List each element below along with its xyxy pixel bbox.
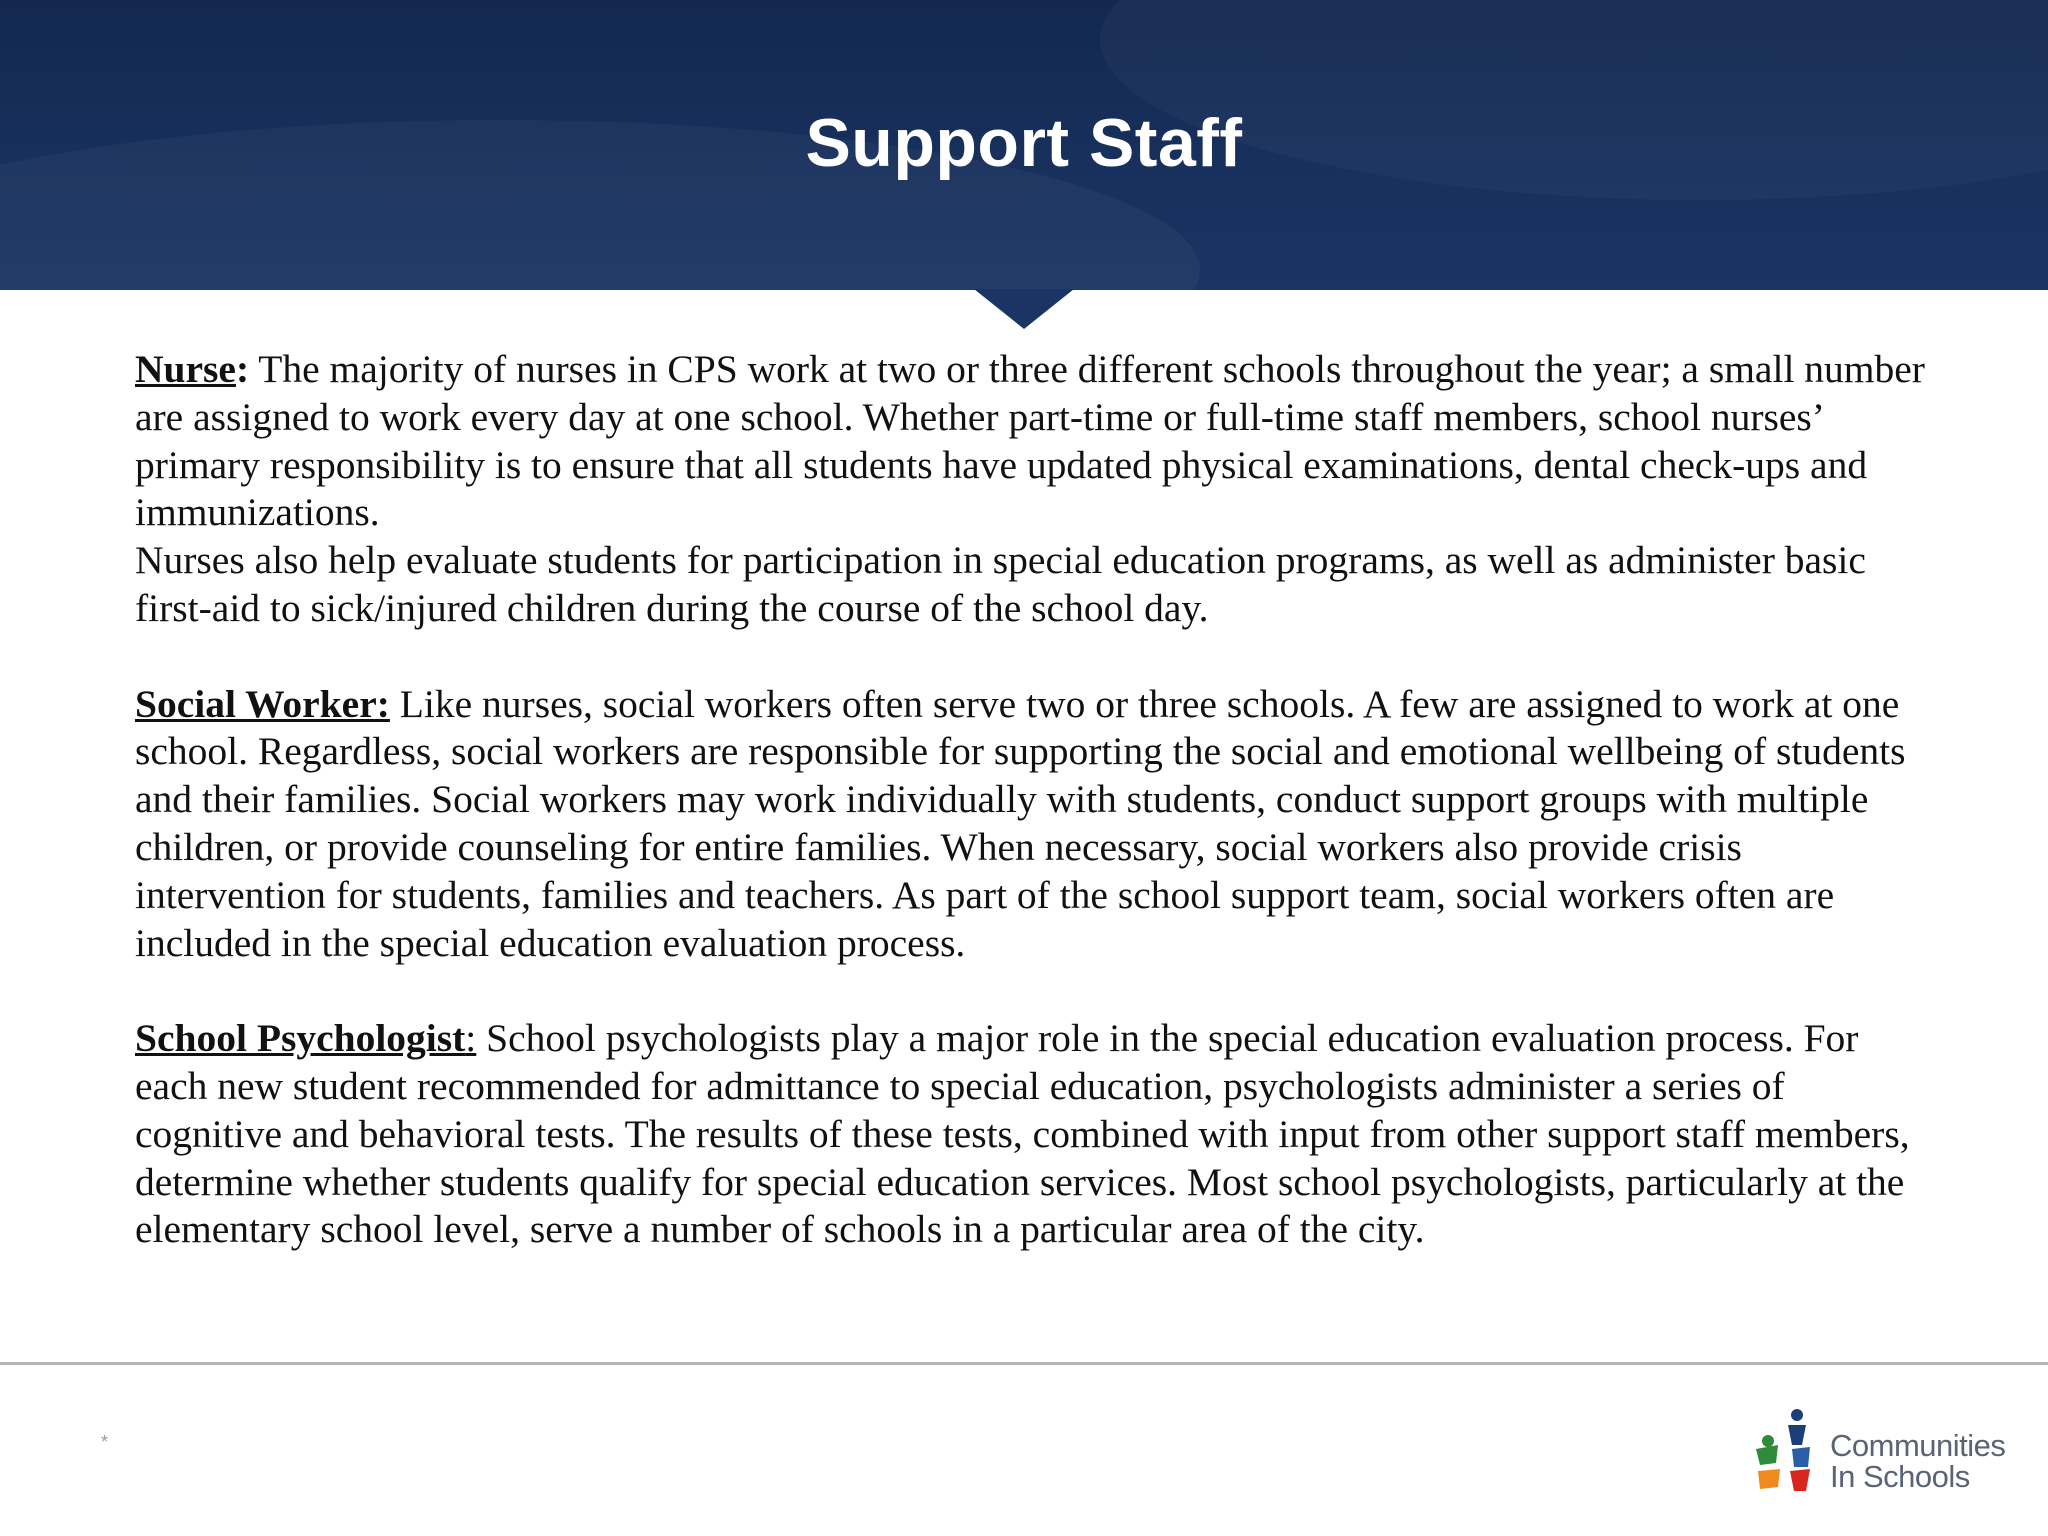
slide-title: Support Staff xyxy=(805,105,1243,181)
social-worker-paragraph xyxy=(135,681,1935,968)
nurse-term: Nurse xyxy=(135,347,236,391)
nurse-paragraph-2: Nurses also help evaluate students for participation in special education programs, as well as administer basic first-aid to sick/injured children during the course of the school day. xyxy=(135,538,1866,630)
logo-line-1: Communities xyxy=(1830,1428,2006,1463)
logo-line-2: In Schools xyxy=(1830,1459,1970,1494)
nurse-paragraph xyxy=(135,346,1935,537)
nurse-text: The majority of nurses in CPS work at two or three different schools throughout the year; a small number are assigned to work every day at one school. Whether part-time or full-time staff members, school nurses’ primary responsibility is to ensure that all students have updated physical examinations, dental check-ups and immunizations. xyxy=(135,347,1925,535)
communities-in-schools-logo xyxy=(1750,1405,2010,1495)
social-worker-text: Like nurses, social workers often serve two or three schools. A few are assigned to work at one school. Regardless, social workers are responsible for supporting the social and emotional wellbeing of students and their families. Social workers may work individually with students, conduct support groups with multiple children, or provide counseling for entire families. When necessary, social workers also provide crisis intervention for students, families and teachers. As part of the school support team, social workers often are included in the special education evaluation process. xyxy=(135,681,1906,965)
nurse-colon: : xyxy=(235,347,250,391)
logo-text xyxy=(1830,1430,2005,1492)
psychologist-colon: : xyxy=(465,1016,477,1061)
psychologist-term: School Psychologist xyxy=(135,1016,466,1061)
slide-body xyxy=(135,346,1935,1254)
logo-figures-icon xyxy=(1750,1405,1830,1495)
slide-number: * xyxy=(101,1432,109,1452)
social-worker-term: Social Worker: xyxy=(135,681,390,726)
psychologist-text: School psychologists play a major role in the special education evaluation process. For each new student recommended for admittance to special education, psychologists administer a series of cognitive and behavioral tests. The results of these tests, combined with input from other support staff members, determine whether students qualify for special education services. Most school psychologists, particularly at the elementary school level, serve a number of schools in a particular area of the city. xyxy=(135,1016,1910,1252)
footer-divider xyxy=(0,1362,2048,1365)
psychologist-paragraph xyxy=(135,1015,1935,1254)
banner-notch xyxy=(974,289,1074,329)
